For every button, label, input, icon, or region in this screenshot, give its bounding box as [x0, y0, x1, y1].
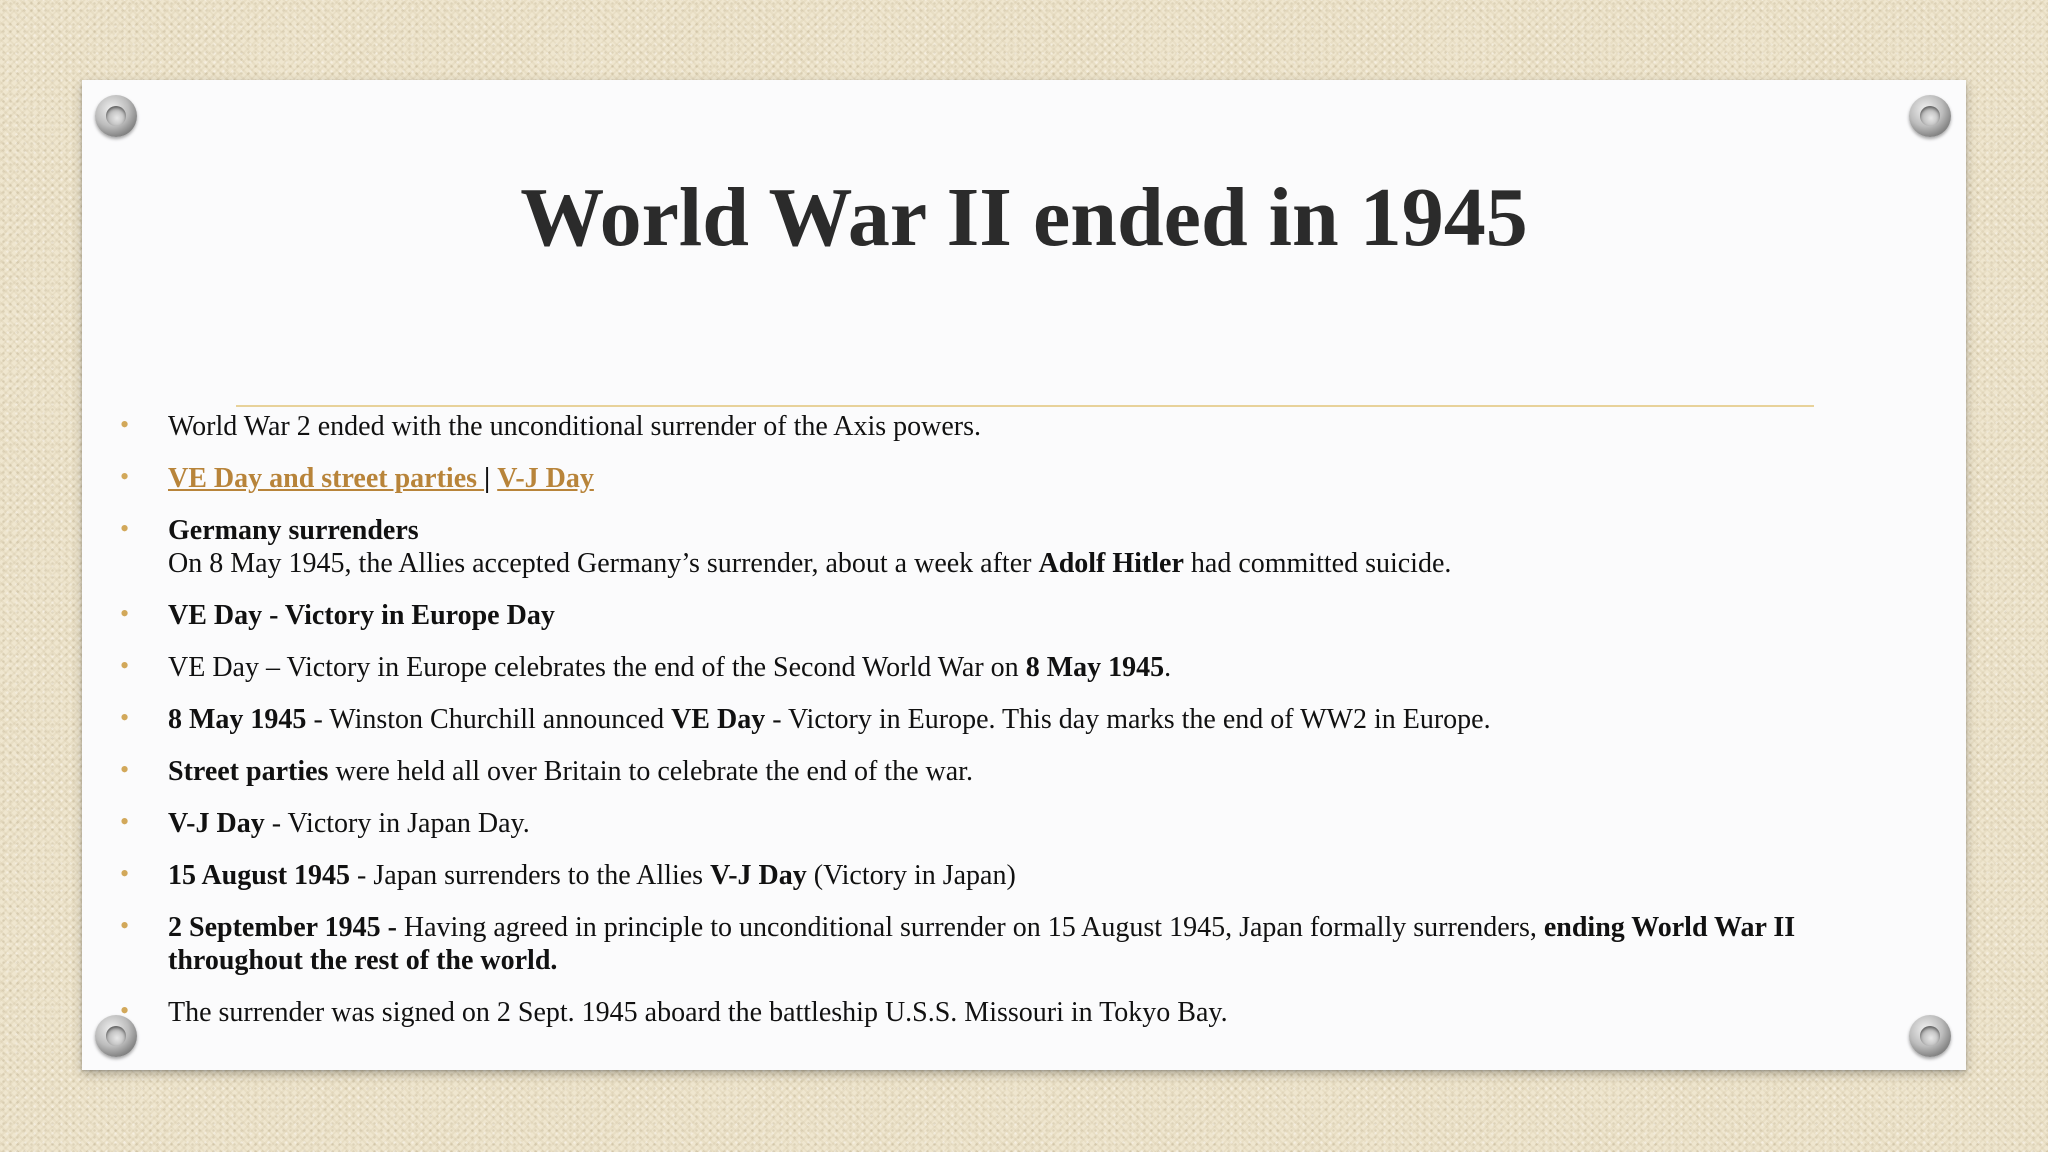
slide-title: World War II ended in 1945 — [520, 171, 1528, 264]
ve-day-link[interactable]: VE Day and street parties — [168, 463, 485, 494]
bullet-vj-day — [168, 807, 1918, 840]
bullet-bold: V-J Day — [168, 808, 265, 839]
title-divider — [236, 405, 1814, 407]
bullet-japan-surrenders — [168, 859, 1918, 892]
bullet-text: On 8 May 1945, the Allies accepted Germany’s surrender, about a week after — [168, 548, 1039, 579]
bullet-bold: ending World War II throughout the rest of the world. — [168, 912, 1796, 976]
bullet-ve-day-celebrates — [168, 651, 1918, 684]
bullet-links — [168, 462, 1918, 495]
bullet-text: had committed suicide. — [1183, 548, 1452, 579]
vj-day-link[interactable]: V-J Day — [497, 463, 594, 494]
grommet-top-left-icon — [95, 95, 137, 137]
bullet-bold: 15 August 1945 — [168, 860, 351, 891]
grommet-top-right-icon — [1909, 95, 1951, 137]
bullet-text: Having agreed in principle to unconditional surrender on 15 August 1945, Japan formally surrenders, — [396, 912, 1544, 943]
bullet-text: - Winston Churchill announced — [306, 704, 672, 735]
bullet-bold: 8 May 1945 — [1025, 652, 1165, 683]
bullet-bold: 2 September 1945 - — [168, 912, 397, 943]
bullet-churchill-announced — [168, 703, 1918, 736]
bullet-bold: Adolf Hitler — [1038, 548, 1184, 579]
bullet-text: World War 2 ended with the unconditional surrender of the Axis powers. — [168, 411, 982, 442]
bullet-list — [168, 410, 1918, 1048]
bullet-text: (Victory in Japan) — [806, 860, 1016, 891]
bullet-bold: VE Day — [671, 704, 766, 735]
bullet-text: were held all over Britain to celebrate the end of the war. — [328, 756, 973, 787]
bullet-bold: V-J Day — [710, 860, 807, 891]
bullet-bold: Street parties — [168, 756, 329, 787]
bullet-text: - Victory in Japan Day. — [264, 808, 530, 839]
bullet-germany-surrenders — [168, 514, 1918, 580]
bullet-ve-day-heading — [168, 599, 1918, 632]
bullet-heading: Germany surrenders — [168, 515, 419, 546]
bullet-text: - Victory in Europe. This day marks the end of WW2 in Europe. — [765, 704, 1491, 735]
bullet-september-surrender — [168, 911, 1918, 977]
bullet-bold: 8 May 1945 — [168, 704, 307, 735]
bullet-axis-surrender — [168, 410, 1918, 443]
bullet-missouri-signing — [168, 996, 1918, 1029]
bullet-text: - Japan surrenders to the Allies — [350, 860, 711, 891]
bullet-text: The surrender was signed on 2 Sept. 1945 aboard the battleship U.S.S. Missouri in Tokyo Bay. — [168, 997, 1228, 1028]
grommet-bottom-left-icon — [95, 1015, 137, 1057]
bullet-text: VE Day – Victory in Europe celebrates the end of the Second World War on — [168, 652, 1026, 683]
bullet-street-parties — [168, 755, 1918, 788]
bullet-heading: VE Day - Victory in Europe Day — [168, 600, 555, 631]
link-separator: | — [484, 463, 491, 494]
bullet-text: . — [1164, 652, 1172, 683]
